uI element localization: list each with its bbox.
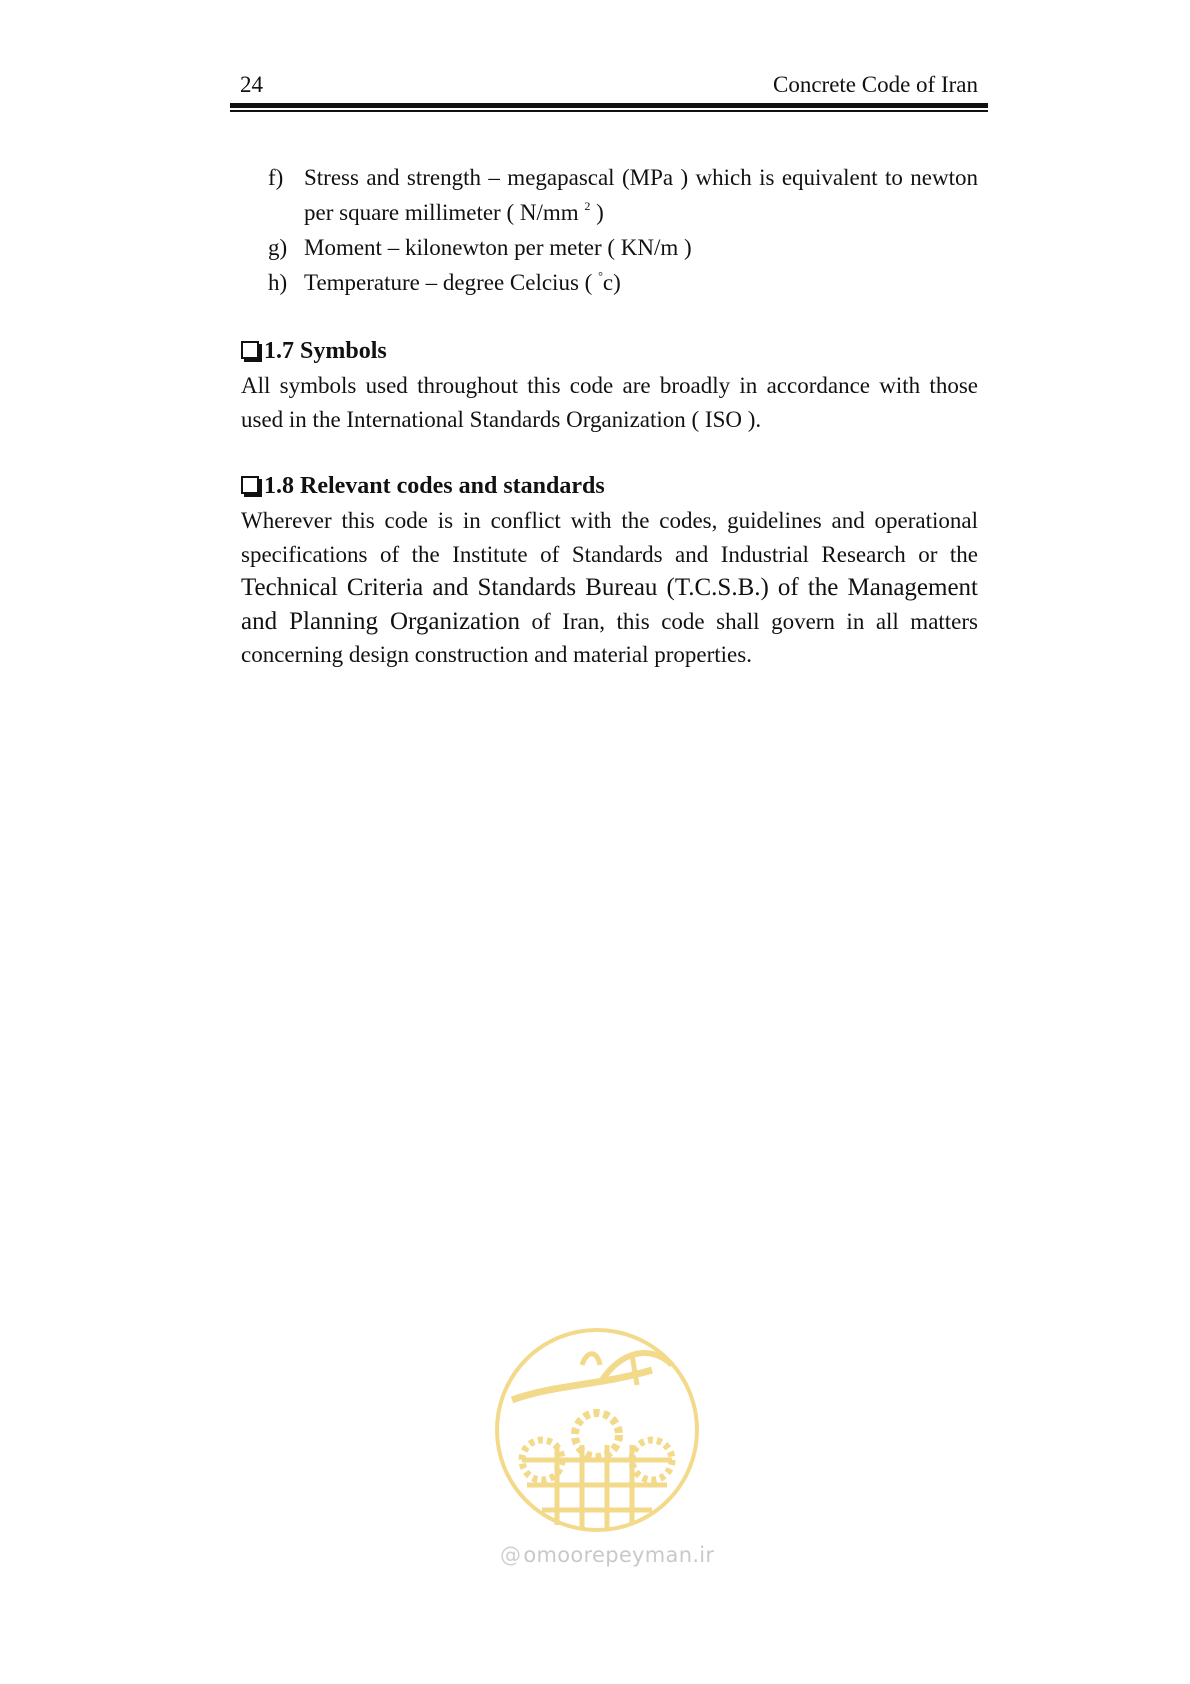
body-text-part-1: Wherever this code is in conflict with the codes, guidelines and operational specifications of the Institute of Standards and Industrial Research or the: [241, 508, 978, 567]
superscript: °: [598, 269, 603, 283]
superscript: 2: [584, 199, 591, 213]
list-item-text: Moment – kilonewton per meter ( KN/m ): [304, 235, 692, 260]
section-heading-text: 1.7 Symbols: [264, 338, 387, 364]
section-symbols: [241, 333, 978, 436]
body-text-part-3: of Iran, this code shall govern in all matters concerning design construction and material properties.: [241, 608, 979, 667]
running-title: Concrete Code of Iran: [772, 72, 978, 97]
list-item-main-text: Temperature – degree Celcius (: [304, 270, 593, 295]
list-item-tail-text: ): [590, 200, 604, 225]
watermark: [482, 1325, 715, 1575]
watermark-url: omoorepeyman.ir: [523, 1543, 715, 1567]
list-item: [268, 160, 978, 230]
section-heading: [241, 468, 978, 504]
body-text-part-2: Technical Criteria and Standards Bureau (T.C.S.B.) of the Management and Planning Organization: [241, 574, 978, 635]
watermark-logo: [482, 1325, 712, 1540]
section-heading-text: 1.8 Relevant codes and standards: [264, 473, 605, 499]
watermark-text: [500, 1543, 714, 1567]
header-rule-thin: [230, 110, 988, 112]
checkbox-square-icon: [241, 341, 259, 359]
list-item-text: [304, 160, 978, 230]
section-body: All symbols used throughout this code are broadly in accordance with those used in the International Standards Organization ( ISO ).: [241, 373, 978, 432]
checkbox-square-icon: [241, 476, 259, 494]
header-rule-thick: [230, 103, 988, 108]
list-item: [268, 230, 978, 265]
list-marker: f): [268, 165, 284, 190]
at-sign-icon: @: [500, 1543, 522, 1567]
list-item-main-text: Stress and strength – megapascal (MPa ) which is equivalent to newton per square millimeter ( N/mm: [304, 165, 978, 225]
list-marker: g): [268, 235, 288, 260]
section-body: [241, 504, 978, 672]
units-list: [268, 160, 978, 300]
page-number: 24: [240, 72, 263, 97]
section-heading: [241, 333, 978, 369]
list-marker: h): [268, 270, 288, 295]
section-relevant-codes: [241, 468, 978, 672]
list-item-tail-text: c): [602, 270, 621, 295]
list-item-text: [304, 265, 978, 300]
list-item: [268, 265, 978, 300]
